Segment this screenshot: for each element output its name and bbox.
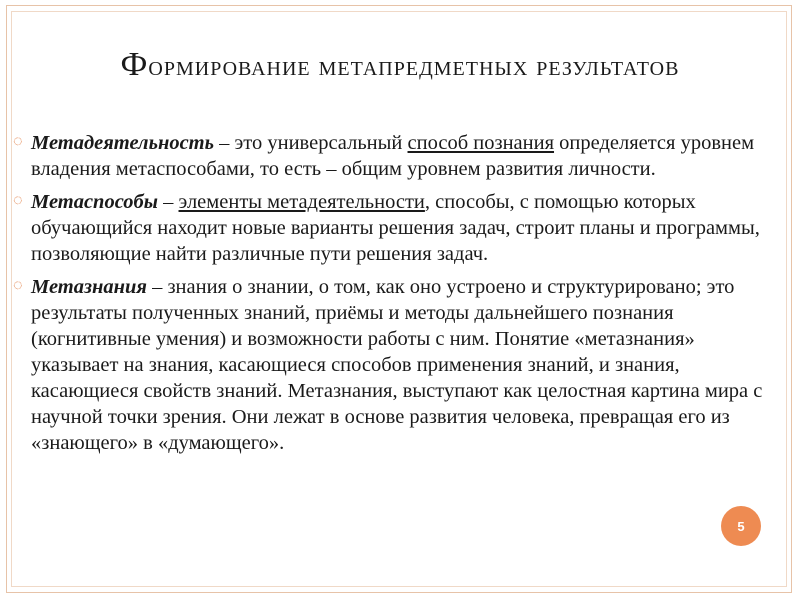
link-text[interactable]: способ познания xyxy=(407,132,555,154)
slide-title xyxy=(40,46,760,86)
title-first-letter: Ф xyxy=(120,46,149,83)
term: Метазнания xyxy=(31,276,147,298)
bullet-icon: ◌ xyxy=(13,133,23,150)
paragraph-metadeyatelnost xyxy=(13,130,773,182)
term: Метадеятельность xyxy=(31,132,214,154)
page-number-badge: 5 xyxy=(721,506,761,546)
term: Метаспособы xyxy=(31,191,159,213)
text: – это универсальный xyxy=(214,132,408,154)
text: определяется уровнем владения метаспособами, то есть – общим уровнем развития личности. xyxy=(31,132,755,180)
text: , способы, с помощью которых обучающийся находит новые варианты решения задач, строит планы и программы, позволяющие найти различные пути решения задач. xyxy=(31,191,760,265)
bullet-icon: ◌ xyxy=(13,277,23,294)
link-text[interactable]: элементы метадеятельности xyxy=(178,191,425,213)
text: – знания о знании, о том, как оно устроено и структурировано; это результаты полученных знаний, приёмы и методы дальнейшего познания (когнитивные умения) и возможности работы с ним. Понятие «метазнания» указывает на знания, касающиеся способов применения знаний, и знания, касающиеся свойств знаний. Метазнания, выступают как целостная картина мира с научной точки зрения. Они лежат в основе развития человека, превращая его из «знающего» в «думающего». xyxy=(31,276,763,454)
title-rest: ормирование метапредметных результатов xyxy=(148,51,680,82)
paragraph-metasposoby xyxy=(13,189,773,267)
slide-content xyxy=(13,130,773,463)
paragraph-metaznaniya xyxy=(13,274,773,456)
text: – xyxy=(158,191,179,213)
bullet-icon: ◌ xyxy=(13,192,23,209)
